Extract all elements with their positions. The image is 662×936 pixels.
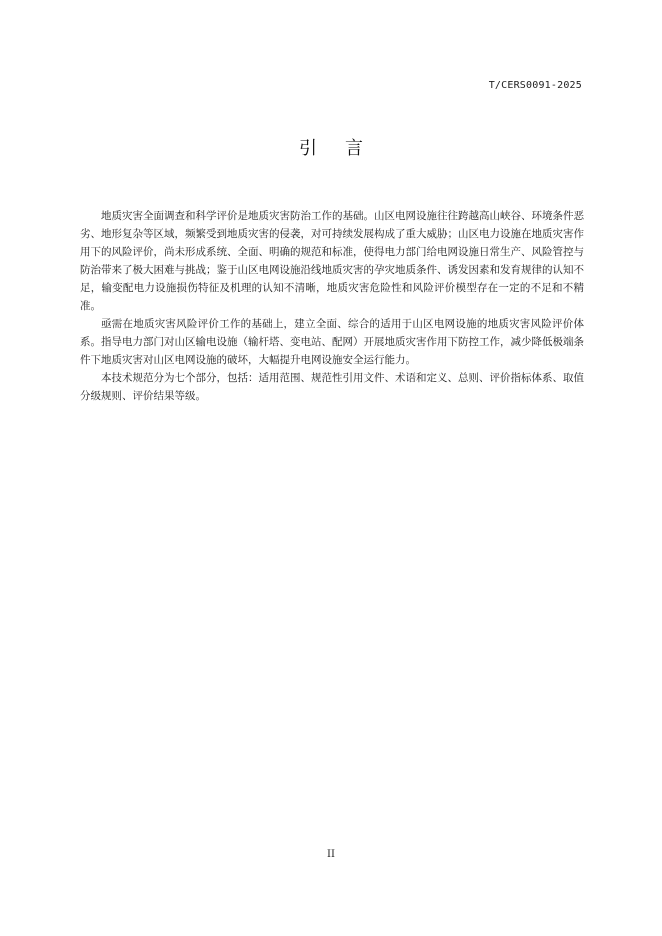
body-text xyxy=(80,207,584,405)
document-code: T/CERS0091-2025 xyxy=(488,80,582,91)
paragraph-2: 亟需在地质灾害风险评价工作的基础上，建立全面、综合的适用于山区电网设施的地质灾害风险评价体系。指导电力部门对山区输电设施（输杆塔、变电站、配网）开展地质灾害作用下防控工作，减少降低极端条件下地质灾害对山区电网设施的破坏，大幅提升电网设施安全运行能力。 xyxy=(80,318,584,366)
paragraph-3: 本技术规范分为七个部分，包括：适用范围、规范性引用文件、术语和定义、总则、评价指标体系、取值分级规则、评价结果等级。 xyxy=(80,372,584,402)
paragraph-1: 地质灾害全面调查和科学评价是地质灾害防治工作的基础。山区电网设施往往跨越高山峡谷、环境条件恶劣、地形复杂等区域，频繁受到地质灾害的侵袭，对可持续发展构成了重大威胁；山区电力设施在地质灾害作用下的风险评价，尚未形成系统、全面、明确的规范和标准，使得电力部门给电网设施日常生产、风险管控与防治带来了极大困难与挑战；鉴于山区电网设施沿线地质灾害的孕灾地质条件、诱发因素和发育规律的认知不足，输变配电力设施损伤特征及机理的认知不清晰，地质灾害危险性和风险评价模型存在一定的不足和不精准。 xyxy=(80,210,584,312)
page-title: 引言 xyxy=(299,138,391,159)
page-number: II xyxy=(327,849,335,860)
